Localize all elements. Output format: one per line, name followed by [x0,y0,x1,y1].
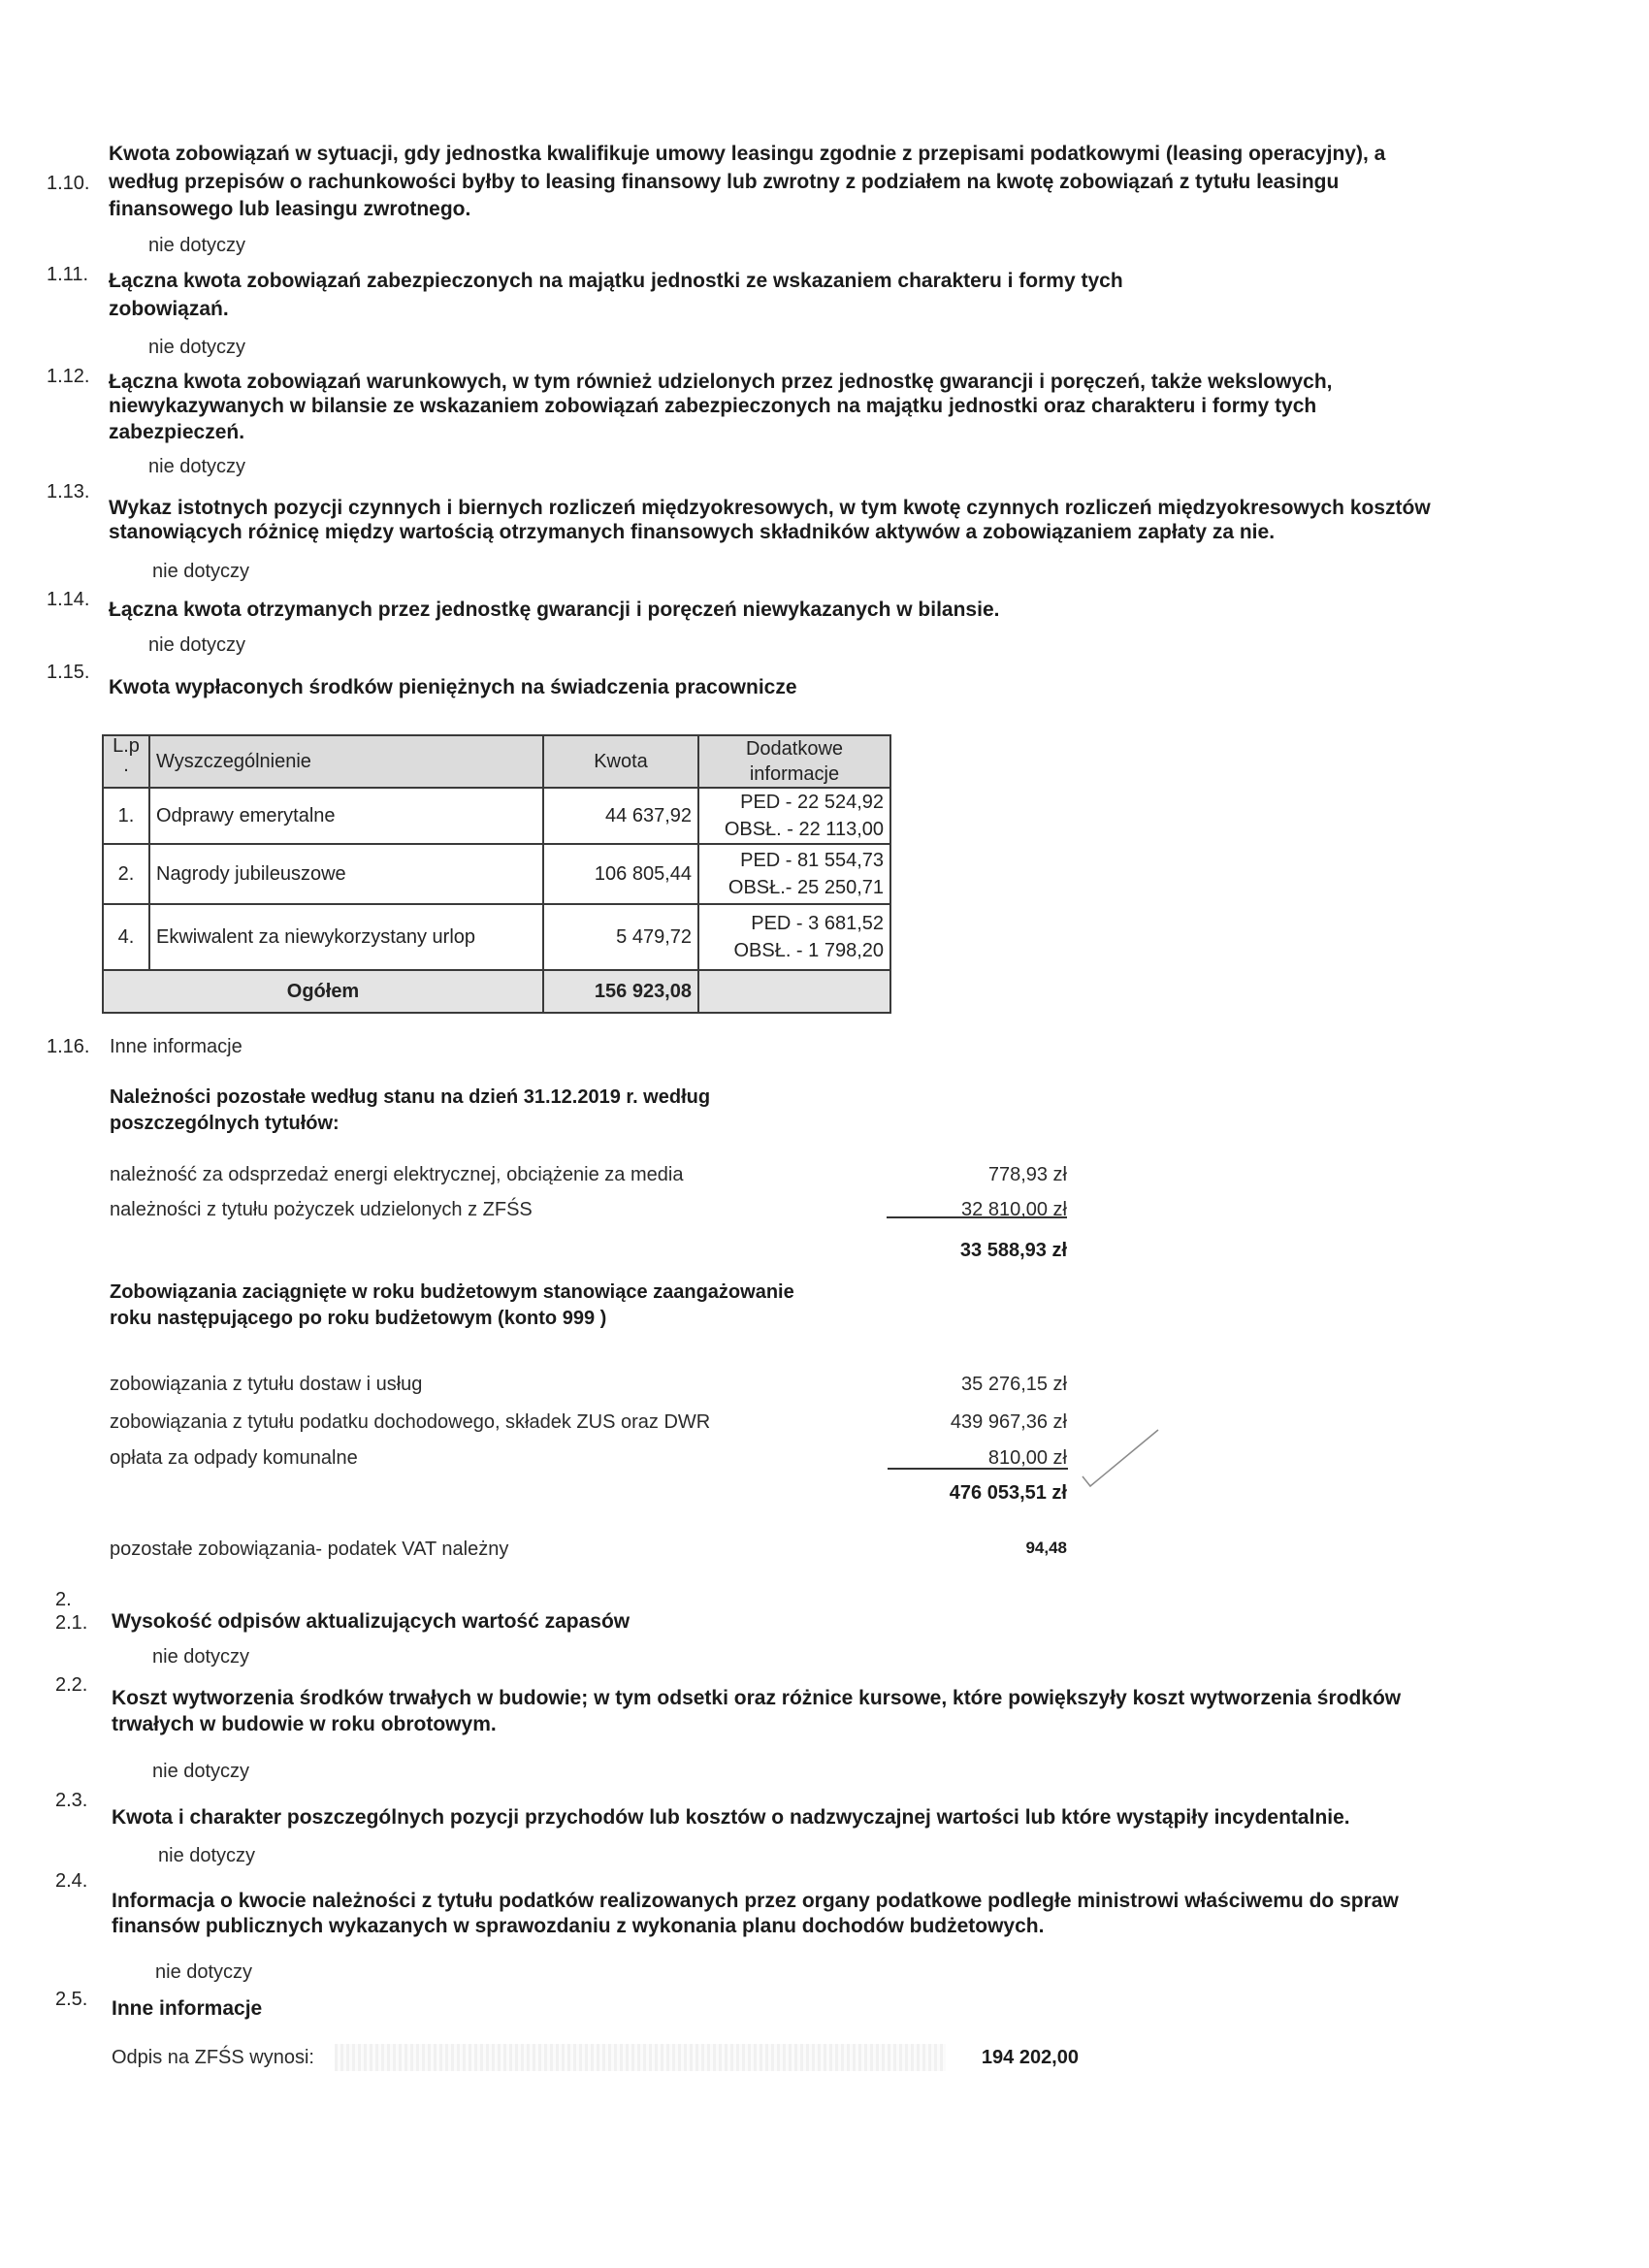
section-2-5-title: Inne informacje [112,1997,263,2020]
section-1-12-status: nie dotyczy [148,456,246,477]
section-2-5-number: 2.5. [55,1989,88,2010]
section-2-2-number: 2.2. [55,1674,88,1696]
row-amount: 106 805,44 [543,844,698,904]
table-row [103,788,890,844]
section-1-12-number: 1.12. [47,366,90,387]
other-commitments-label: pozostałe zobowiązania- podatek VAT należny [110,1539,509,1560]
header-name: Wyszczególnienie [149,735,543,788]
header-lp: L.p . [103,735,149,788]
section-1-13-number: 1.13. [47,481,90,502]
section-1-16-title: Inne informacje [110,1036,242,1057]
table-header-row [103,735,890,788]
checkmark-icon [1077,1426,1164,1494]
section-1-16-number: 1.16. [47,1036,90,1057]
table-total-row [103,970,890,1013]
zfss-value: 194 202,00 [981,2047,1079,2068]
section-1-10-line-2: według przepisów o rachunkowości byłby to leasing finansowy lub zwrotny z podziałem na kwotę zobowiązań z tytułu leasingu [109,171,1340,193]
row-info: PED - 81 554,73 OBSŁ.- 25 250,71 [698,844,890,904]
commitments-sum-rule [888,1468,1068,1470]
receivables-sum-rule [887,1216,1067,1218]
header-amount: Kwota [543,735,698,788]
header-additional: Dodatkowe informacje [698,735,890,788]
row-info: PED - 3 681,52 OBSŁ. - 1 798,20 [698,904,890,970]
section-1-13-status: nie dotyczy [152,561,250,582]
total-label: Ogółem [103,970,543,1013]
section-2-3-status: nie dotyczy [158,1845,256,1866]
section-1-14-status: nie dotyczy [148,634,246,656]
commitment-label: zobowiązania z tytułu podatku dochodowego, składek ZUS oraz DWR [110,1411,711,1433]
section-2-number: 2. [55,1589,72,1610]
section-2-4-status: nie dotyczy [155,1961,253,1983]
other-commitments-value: 94,48 [1025,1539,1067,1557]
commitment-value: 35 276,15 zł [961,1374,1067,1395]
section-1-10-number: 1.10. [47,173,90,194]
receivable-label: należność za odsprzedaż energi elektrycznej, obciążenie za media [110,1164,684,1185]
section-2-4-line-2: finansów publicznych wykazanych w sprawozdaniu z wykonania planu dochodów budżetowych. [112,1915,1045,1937]
zfss-label: Odpis na ZFŚS wynosi: [112,2047,314,2068]
commitments-heading-1: Zobowiązania zaciągnięte w roku budżetowym stanowiące zaangażowanie [110,1281,794,1303]
section-2-1-status: nie dotyczy [152,1646,250,1668]
row-amount: 5 479,72 [543,904,698,970]
section-1-10-status: nie dotyczy [148,235,246,256]
commitment-value: 810,00 zł [987,1447,1067,1469]
employee-benefits-table [102,734,891,1014]
receivable-value: 778,93 zł [987,1164,1067,1185]
section-1-15-number: 1.15. [47,662,90,683]
row-lp: 4. [103,904,149,970]
row-name: Ekwiwalent za niewykorzystany urlop [149,904,543,970]
receivables-heading-2: poszczególnych tytułów: [110,1113,340,1134]
total-info-empty [698,970,890,1013]
section-1-12-line-1: Łączna kwota zobowiązań warunkowych, w tym również udzielonych przez jednostkę gwarancji i poręczeń, także wekslowych, [109,371,1333,393]
section-2-3-number: 2.3. [55,1790,88,1811]
section-1-11-status: nie dotyczy [148,337,246,358]
commitment-label: zobowiązania z tytułu dostaw i usług [110,1374,423,1395]
section-2-2-line-2: trwałych w budowie w roku obrotowym. [112,1713,497,1735]
section-1-10-line-3: finansowego lub leasingu zwrotnego. [109,198,471,220]
section-1-15-line-1: Kwota wypłaconych środków pieniężnych na świadczenia pracownicze [109,676,797,698]
row-info: PED - 22 524,92 OBSŁ. - 22 113,00 [698,788,890,844]
section-1-14-line-1: Łączna kwota otrzymanych przez jednostkę gwarancji i poręczeń niewykazanych w bilansie. [109,599,1000,621]
section-2-1-line-1: Wysokość odpisów aktualizujących wartość zapasów [112,1610,630,1633]
section-1-11-line-1: Łączna kwota zobowiązań zabezpieczonych na majątku jednostki ze wskazaniem charakteru i formy tych [109,270,1123,292]
total-amount: 156 923,08 [543,970,698,1013]
section-1-12-line-2: niewykazywanych w bilansie ze wskazaniem zobowiązań zabezpieczonych na majątku jednostki oraz charakteru i formy tych [109,395,1317,417]
section-1-10-line-1: Kwota zobowiązań w sytuacji, gdy jednostka kwalifikuje umowy leasingu zgodnie z przepisami podatkowymi (leasing operacyjny), a [109,143,1386,165]
commitment-value: 439 967,36 zł [950,1411,1067,1433]
section-1-13-line-1: Wykaz istotnych pozycji czynnych i biernych rozliczeń międzyokresowych, w tym kwotę czynnych rozliczeń międzyokresowych kosztów [109,497,1431,519]
section-2-4-number: 2.4. [55,1870,88,1892]
commitments-total: 476 053,51 zł [949,1482,1067,1504]
row-lp: 2. [103,844,149,904]
receivables-heading-1: Należności pozostałe według stanu na dzień 31.12.2019 r. według [110,1086,711,1108]
receivable-value: 32 810,00 zł [961,1199,1067,1220]
commitments-heading-2: roku następującego po roku budżetowym (konto 999 ) [110,1308,607,1329]
section-2-3-line-1: Kwota i charakter poszczególnych pozycji przychodów lub kosztów o nadzwyczajnej wartości lub które wystąpiły incydentalnie. [112,1806,1350,1829]
table-row [103,844,890,904]
row-amount: 44 637,92 [543,788,698,844]
section-1-13-line-2: stanowiących różnicę między wartością otrzymanych finansowych składników aktywów a zobowiązaniem zapłaty za nie. [109,521,1276,543]
section-2-1-number: 2.1. [55,1612,88,1634]
section-2-2-status: nie dotyczy [152,1761,250,1782]
row-name: Nagrody jubileuszowe [149,844,543,904]
row-name: Odprawy emerytalne [149,788,543,844]
section-2-2-line-1: Koszt wytworzenia środków trwałych w budowie; w tym odsetki oraz różnice kursowe, które powiększyły koszt wytworzenia środków [112,1687,1402,1709]
receivables-total: 33 588,93 zł [959,1240,1067,1261]
section-2-4-line-1: Informacja o kwocie należności z tytułu podatków realizowanych przez organy podatkowe podległe ministrowi właściwemu do spraw [112,1890,1399,1912]
section-1-11-number: 1.11. [47,264,88,285]
receivable-label: należności z tytułu pożyczek udzielonych z ZFŚS [110,1199,533,1220]
table-row [103,904,890,970]
section-1-11-line-2: zobowiązań. [109,298,229,320]
commitment-label: opłata za odpady komunalne [110,1447,358,1469]
row-lp: 1. [103,788,149,844]
section-1-14-number: 1.14. [47,589,90,610]
section-1-12-line-3: zabezpieczeń. [109,421,245,443]
